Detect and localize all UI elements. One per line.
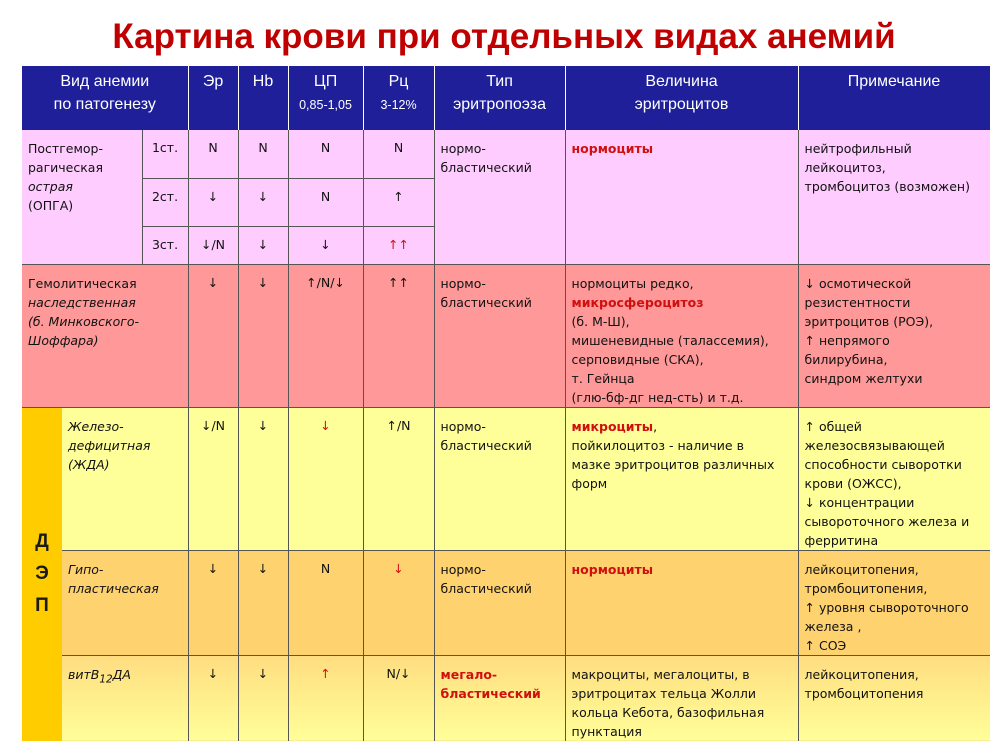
header-cell-size: Величина эритроцитов (565, 66, 798, 130)
er-value: ↓ (188, 550, 238, 655)
stage-label: 2ст. (142, 178, 188, 226)
cp-value: ↑/N/↓ (288, 264, 363, 407)
hb-value: ↓ (238, 226, 288, 264)
rc-value: ↑↑ (363, 226, 434, 264)
cp-norm: 0,85-1,05 (299, 98, 352, 112)
table-row (22, 655, 990, 741)
opga-name: Постгемор- рагическая острая (ОПГА) (22, 130, 142, 264)
hypoplastic-name: Гипо- пластическая (62, 550, 188, 655)
cp-value: ↑ (288, 655, 363, 741)
table-row (22, 550, 990, 655)
hypoplastic-cell-size: нормоциты (565, 550, 798, 655)
header-note: Примечание (798, 66, 990, 130)
er-value: ↓ (188, 655, 238, 741)
cp-value: ↓ (288, 407, 363, 550)
opga-erythropoiesis: нормо- бластический (434, 130, 565, 264)
iron-cell-size: микроциты, пойкилоцитоз - наличие в мазке эритроцитов различных форм (565, 407, 798, 550)
header-anemia-type: Вид анемии по патогенезу (22, 66, 188, 130)
cp-value: N (288, 130, 363, 178)
hb-value: ↓ (238, 655, 288, 741)
rc-value: N (363, 130, 434, 178)
hemolytic-name: Гемолитическая наследственная (б. Минковского- Шоффара) (22, 264, 188, 407)
rc-norm: 3-12% (380, 98, 417, 112)
header-rc: Рц 3-12% (363, 66, 434, 130)
opga-cell-size: нормоциты (565, 130, 798, 264)
b12-note: лейкоцитопения, тромбоцитопения (798, 655, 990, 741)
b12-cell-size: макроциты, мегалоциты, в эритроцитах тельца Жолли кольца Кебота, базофильная пунктация (565, 655, 798, 741)
table-row (22, 130, 990, 178)
hb-value: N (238, 130, 288, 178)
stage-label: 1ст. (142, 130, 188, 178)
iron-name: Железо- дефицитная (ЖДА) (62, 407, 188, 550)
cp-value: N (288, 550, 363, 655)
header-er: Эр (188, 66, 238, 130)
cp-value: N (288, 178, 363, 226)
hb-value: ↓ (238, 264, 288, 407)
rc-value: ↑ (363, 178, 434, 226)
hemolytic-note: ↓ осмотической резистентности эритроцитов (РОЭ), ↑ непрямого билирубина, синдром желтухи (798, 264, 990, 407)
header-erythropoiesis: Тип эритропоэза (434, 66, 565, 130)
hypoplastic-note: лейкоцитопения, тромбоцитопения, ↑ уровня сывороточного железа , ↑ СОЭ (798, 550, 990, 655)
rc-value: N/↓ (363, 655, 434, 741)
b12-erythropoiesis: мегало- бластический (434, 655, 565, 741)
header-cp: ЦП 0,85-1,05 (288, 66, 363, 130)
table-row (22, 407, 990, 550)
header-hb: Hb (238, 66, 288, 130)
hemolytic-cell-size: нормоциты редко, микросфероцитоз (б. М-Ш), мишеневидные (талассемия), серповидные (СКА), т. Гейнца (глю-бф-дг нед-сть) и т.д. (565, 264, 798, 407)
rc-value: ↑↑ (363, 264, 434, 407)
b12-name: витB$_{12}$ДА (62, 655, 188, 741)
stage-label: 3ст. (142, 226, 188, 264)
er-value: ↓/N (188, 226, 238, 264)
iron-erythropoiesis: нормо- бластический (434, 407, 565, 550)
iron-note: ↑ общей железосвязывающей способности сыворотки крови (ОЖСС), ↓ концентрации сывороточного железа и ферритина (798, 407, 990, 550)
er-value: ↓ (188, 178, 238, 226)
er-value: ↓/N (188, 407, 238, 550)
table-row (22, 264, 990, 407)
er-value: N (188, 130, 238, 178)
rc-value: ↑/N (363, 407, 434, 550)
hb-value: ↓ (238, 407, 288, 550)
hb-value: ↓ (238, 550, 288, 655)
page-title: Картина крови при отдельных видах анемий (112, 17, 896, 56)
er-value: ↓ (188, 264, 238, 407)
opga-note: нейтрофильный лейкоцитоз, тромбоцитоз (возможен) (798, 130, 990, 264)
anemia-table (22, 66, 991, 741)
rc-value: ↓ (363, 550, 434, 655)
header-row (22, 66, 990, 130)
hemolytic-erythropoiesis: нормо- бластический (434, 264, 565, 407)
hb-value: ↓ (238, 178, 288, 226)
cp-value: ↓ (288, 226, 363, 264)
dep-label: Д Э П (22, 407, 62, 741)
hypoplastic-erythropoiesis: нормо- бластический (434, 550, 565, 655)
